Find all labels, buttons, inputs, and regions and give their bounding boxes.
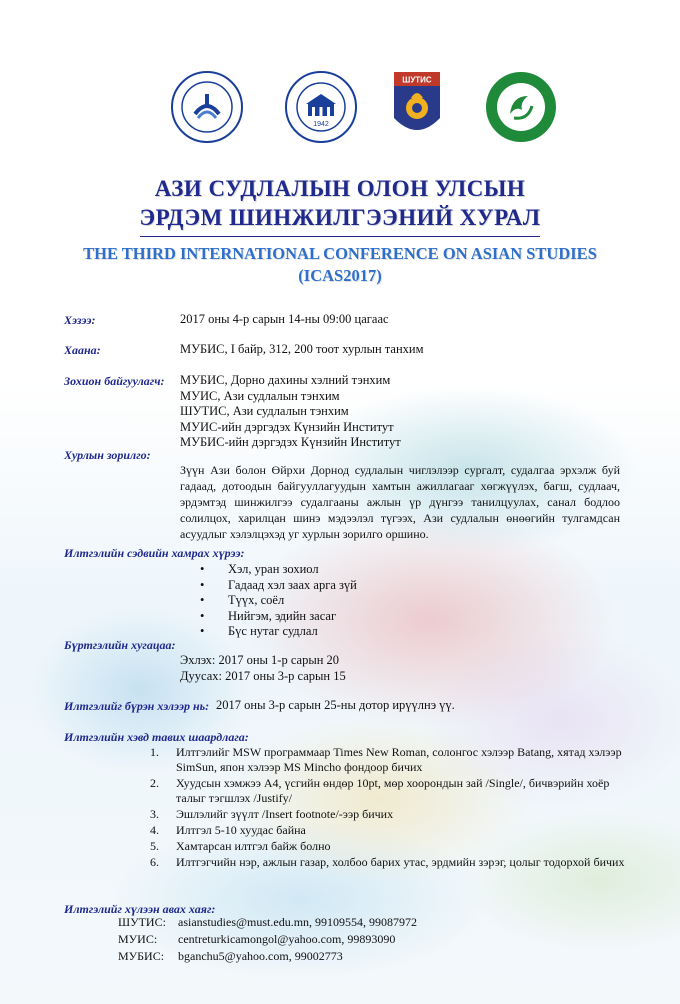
contacts-label: Илтгэлийг хүлээн авах хаяг: xyxy=(64,902,216,916)
organizers-label: Зохион байгуулагч: xyxy=(64,374,165,388)
contact-org: МУБИС: xyxy=(118,949,165,963)
title-divider xyxy=(140,236,540,237)
requirement-item: 1. Илтгэлийг MSW программаар Times New Roman, солонгос хэлээр Batang, хятад хэлээр SimSun, япон хэлээр MS Mincho фондоор бичих xyxy=(150,745,622,774)
submission-label: Илтгэлийг бүрэн хэлээр нь: xyxy=(64,699,210,713)
organizer-item: МУБИС, Дорно дахины хэлний тэнхим xyxy=(180,373,391,387)
when-value: 2017 оны 4-р сарын 14-ны 09:00 цагаас xyxy=(180,312,389,326)
contact-row xyxy=(118,931,417,948)
requirement-item: 4. Илтгэл 5-10 хуудас байна xyxy=(150,823,306,837)
green-circle-emblem-icon xyxy=(484,70,558,144)
where-value: МУБИС, I байр, 312, 200 тоот хурлын танхим xyxy=(180,342,424,356)
organizer-item: ШУТИС, Ази судлалын тэнхим xyxy=(180,404,349,418)
requirements-list xyxy=(150,745,640,871)
contact-info[interactable]: asianstudies@must.edu.mn, 99109554, 99087972 xyxy=(178,915,418,929)
university-seal-1-icon xyxy=(170,70,244,144)
contact-info[interactable]: centreturkicamongol@yahoo.com, 99893090 xyxy=(178,932,396,946)
requirement-item: 6. Илтгэгчийн нэр, ажлын газар, холбоо барих утас, эрдмийн зэрэг, цолыг тодорхой бичих xyxy=(150,855,625,869)
topic-item: • Гадаад хэл заах арга зүй xyxy=(200,578,357,594)
purpose-text: Зүүн Ази болон Өйрхи Дорнод судлалын чиглэлээр сургалт, судалгаа эрхэлж буй гадаад, дотоодын байгууллагуудын хамтын ажиллагааг хөгжүүлэх, багш, судлаач, эрдэмтэд шинжилгээ судалгааны ажлын үр дүнгээ танилцуулах, санал бодлоо солилцох, харилцан шинэ мэдээлэл түгээх, Ази судлалын өнөөгийн тулгамдсан асуудлыг хэлэлцэхэд уг хурлын зорилго оршино. xyxy=(180,463,620,541)
subtitle-line-2: (ICAS2017) xyxy=(298,266,382,285)
subtitle-line-1: THE THIRD INTERNATIONAL CONFERENCE ON ASIAN STUDIES xyxy=(83,244,597,263)
where-label: Хаана: xyxy=(64,343,101,357)
topics-list xyxy=(200,562,357,640)
seal-year: 1942 xyxy=(313,121,329,128)
registration-label: Бүртгэлийн хугацаа: xyxy=(64,638,176,652)
organizer-item: МУИС-ийн дэргэдэх Күнзийн Институт xyxy=(180,419,394,434)
title-line-1: АЗИ СУДЛАЛЫН ОЛОН УЛСЫН xyxy=(154,176,526,201)
topic-item: • Түүх, соёл xyxy=(200,593,357,609)
contact-org: ШУТИС: xyxy=(118,915,166,929)
registration-end: Дуусах: 2017 оны 3-р сарын 15 xyxy=(180,669,346,683)
when-label: Хэзээ: xyxy=(64,313,96,327)
requirement-item: 3. Эшлэлийг зүүлт /Insert footnote/-ээр бичих xyxy=(150,807,394,821)
shutis-emblem-icon xyxy=(392,70,442,144)
submission-value: 2017 оны 3-р сарын 25-ны дотор ирүүлнэ үү. xyxy=(216,698,455,712)
title-line-2: ЭРДЭМ ШИНЖИЛГЭЭНИЙ ХУРАЛ xyxy=(139,205,541,230)
organizer-item: МУБИС-ийн дэргэдэх Күнзийн Институт xyxy=(180,435,401,449)
organizer-item: МУИС, Ази судлалын тэнхим xyxy=(180,388,340,403)
contact-info[interactable]: bganchu5@yahoo.com, 99002773 xyxy=(178,949,343,963)
topic-item: • Нийгэм, эдийн засаг xyxy=(200,609,357,625)
topics-label: Илтгэлийн сэдвийн хамрах хүрээ: xyxy=(64,546,245,560)
registration-start: Эхлэх: 2017 оны 1-р сарын 20 xyxy=(180,653,340,667)
purpose-label: Хурлын зорилго: xyxy=(64,448,151,462)
university-seal-2-icon xyxy=(284,70,358,144)
contact-row xyxy=(118,948,417,965)
shutis-label: ШУТИС xyxy=(402,75,432,85)
organizers-list xyxy=(180,373,401,451)
logo-row xyxy=(0,70,680,150)
contact-row xyxy=(118,914,417,931)
contact-org: МУИС: xyxy=(118,932,158,946)
requirement-item: 5. Хамтарсан илтгэл байж болно xyxy=(150,839,331,853)
contacts-list xyxy=(118,914,417,965)
topic-item: • Хэл, уран зохиол xyxy=(200,562,357,578)
topic-item: • Бүс нутаг судлал xyxy=(200,624,357,640)
requirements-label: Илтгэлийн хэвд тавих шаардлага: xyxy=(64,730,249,744)
requirement-item: 2. Хуудсын хэмжээ A4, үсгийн өндөр 10pt, мөр хоорондын зай /Single/, бичвэрийн хоёр талыг тэгшлэх /Justify/ xyxy=(150,776,610,805)
